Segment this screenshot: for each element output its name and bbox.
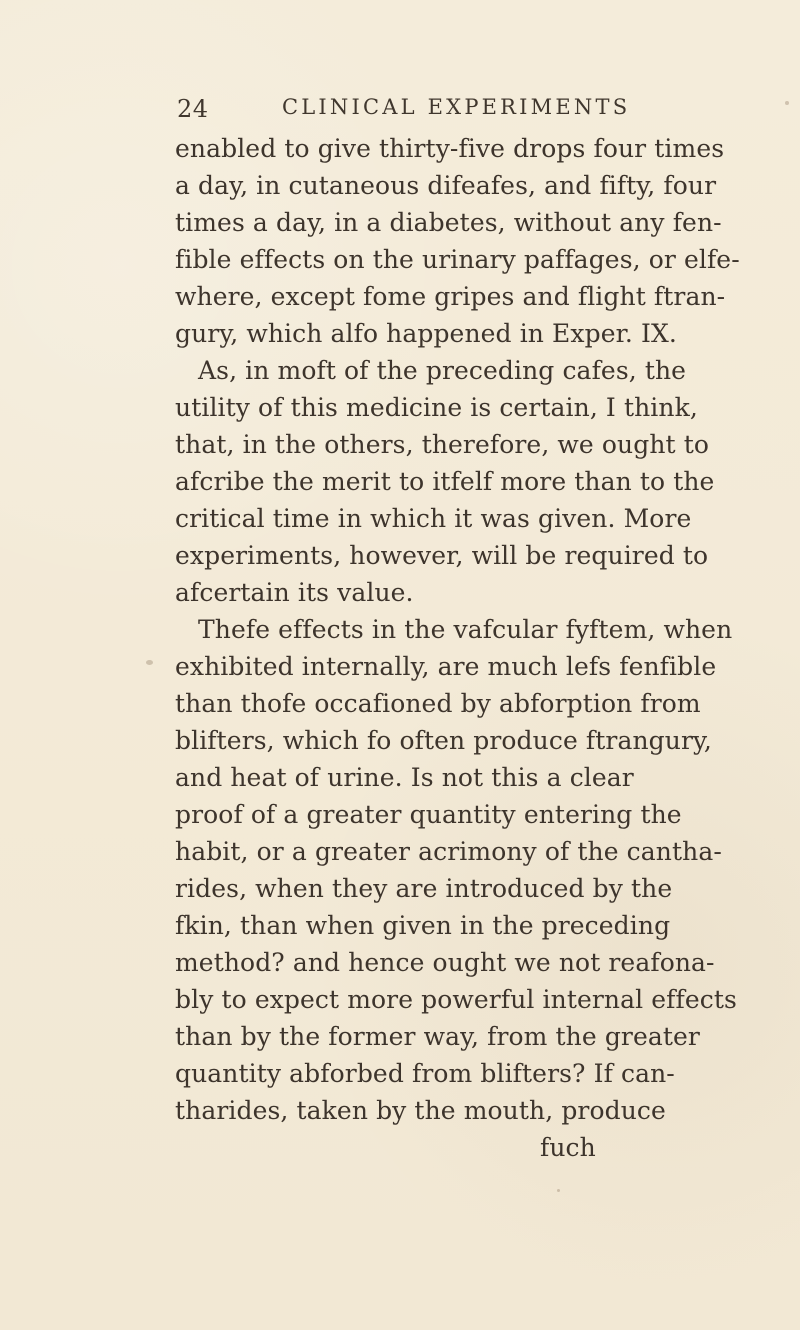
paper-speck — [557, 1189, 560, 1192]
running-head-title: CLINICAL EXPERIMENTS — [282, 95, 631, 119]
text-line: rides, when they are introduced by the — [175, 874, 673, 903]
text-line: times a day, in a diabetes, without any fen- — [175, 208, 722, 237]
text-line: exhibited internally, are much lefs fenfible — [175, 652, 717, 681]
paper-speck — [785, 101, 789, 105]
paper-speck — [146, 660, 153, 665]
text-line: method? and hence ought we not reafona- — [175, 948, 715, 977]
text-line: tharides, taken by the mouth, produce — [175, 1096, 666, 1125]
text-line: fible effects on the urinary paffages, or elfe- — [175, 245, 740, 274]
text-line: Thefe effects in the vafcular fyftem, when — [198, 615, 733, 644]
text-line: gury, which alfo happened in Exper. IX. — [175, 319, 677, 348]
text-line: critical time in which it was given. More — [175, 504, 692, 533]
text-line: where, except fome gripes and flight ftran- — [175, 282, 726, 311]
catchword: fuch — [540, 1133, 596, 1162]
text-line: bly to expect more powerful internal effects — [175, 985, 737, 1014]
text-line: than by the former way, from the greater — [175, 1022, 700, 1051]
text-line: and heat of urine. Is not this a clear — [175, 763, 634, 792]
page-number: 24 — [177, 95, 209, 123]
text-line: enabled to give thirty-five drops four times — [175, 134, 725, 163]
text-line: habit, or a greater acrimony of the cantha- — [175, 837, 722, 866]
text-line: utility of this medicine is certain, I think, — [175, 393, 698, 422]
text-line: fkin, than when given in the preceding — [175, 911, 671, 940]
text-line: proof of a greater quantity entering the — [175, 800, 682, 829]
text-line: As, in moft of the preceding cafes, the — [198, 356, 687, 385]
paper-speck — [591, 628, 596, 632]
running-head — [177, 95, 637, 125]
text-line: a day, in cutaneous difeafes, and fifty, four — [175, 171, 717, 200]
text-line: quantity abforbed from blifters? If can- — [175, 1059, 675, 1088]
text-line: that, in the others, therefore, we ought to — [175, 430, 710, 459]
text-line: afcertain its value. — [175, 578, 414, 607]
text-line: afcribe the merit to itfelf more than to the — [175, 467, 715, 496]
text-line: experiments, however, will be required to — [175, 541, 709, 570]
text-line: blifters, which fo often produce ftrangury, — [175, 726, 712, 755]
text-line: than thofe occafioned by abforption from — [175, 689, 701, 718]
